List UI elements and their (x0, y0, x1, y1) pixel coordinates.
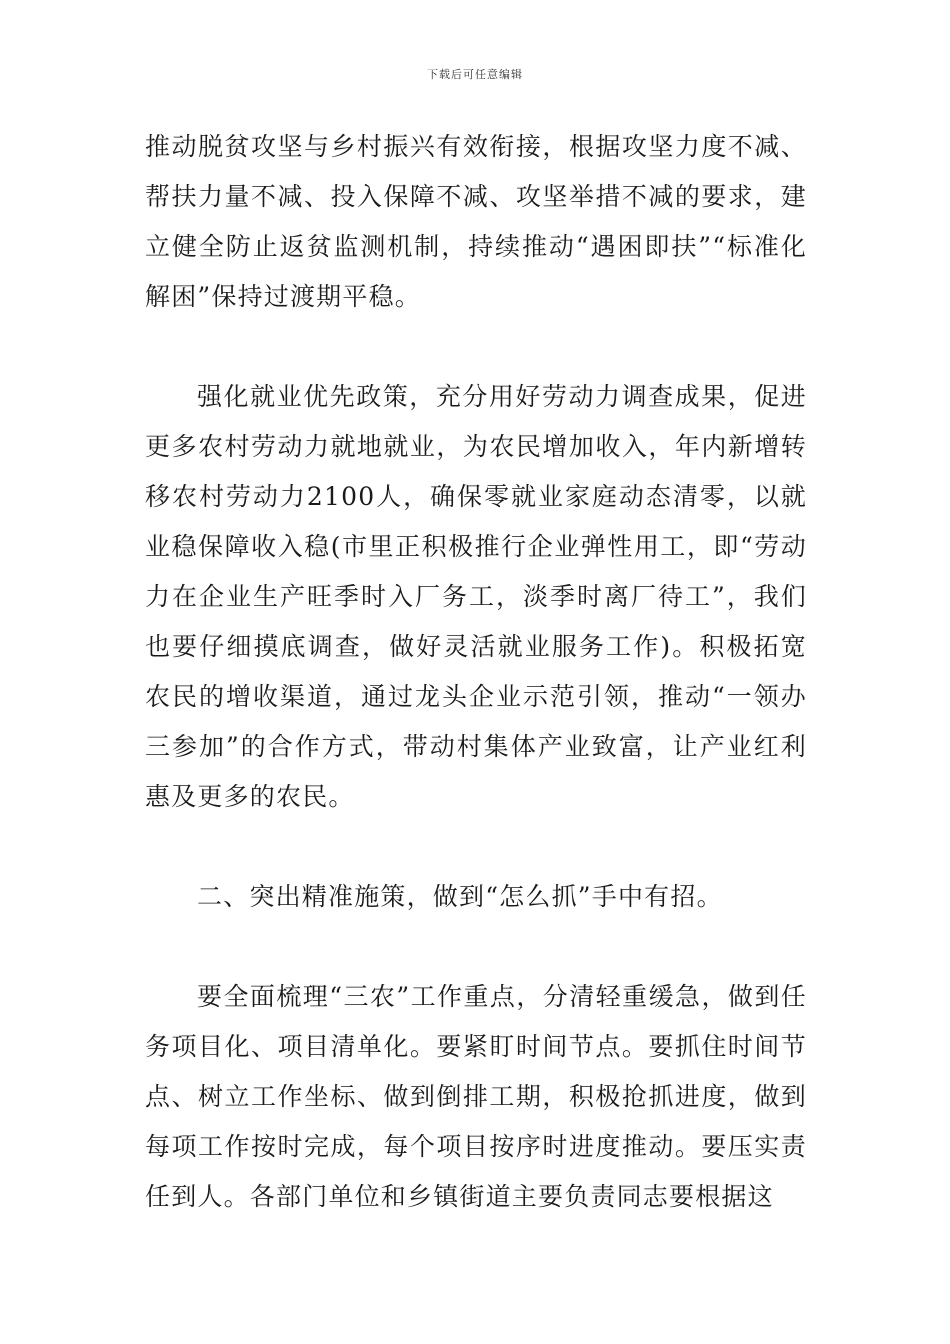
paragraph-spacer (145, 322, 807, 372)
paragraph-spacer (145, 822, 807, 872)
paragraph-poverty-alleviation: 推动脱贫攻坚与乡村振兴有效衔接，根据攻坚力度不减、帮扶力量不减、投入保障不减、攻坚举措不减的要求，建立健全防止返贫监测机制，持续推动“遇困即扶”“标准化解困”保持过渡期平稳。 (145, 132, 807, 311)
document-body (145, 122, 807, 1222)
paragraph-employment-policy: 强化就业优先政策，充分用好劳动力调查成果，促进更多农村劳动力就地就业，为农民增加收入，年内新增转移农村劳动力2100人，确保零就业家庭动态清零，以就业稳保障收入稳(市里正积极推行企业弹性用工，即“劳动力在企业生产旺季时入厂务工，淡季时离厂待工”，我们也要仔细摸底调查，做好灵活就业服务工作)。积极拓宽农民的增收渠道，通过龙头企业示范引领，推动“一领办三参加”的合作方式，带动村集体产业致富，让产业红利惠及更多的农民。 (145, 382, 807, 811)
page-header-note: 下载后可任意编辑 (427, 68, 523, 81)
paragraph-spacer (145, 922, 807, 972)
section-heading-precise-measures: 二、突出精准施策，做到“怎么抓”手中有招。 (197, 882, 723, 911)
paragraph-work-priorities: 要全面梳理“三农”工作重点，分清轻重缓急，做到任务项目化、项目清单化。要紧盯时间节点。要抓住时间节点、树立工作坐标、做到倒排工期，积极抢抓进度，做到每项工作按时完成，每个项目按序时进度推动。要压实责任到人。各部门单位和乡镇街道主要负责同志要根据这 (145, 982, 807, 1211)
